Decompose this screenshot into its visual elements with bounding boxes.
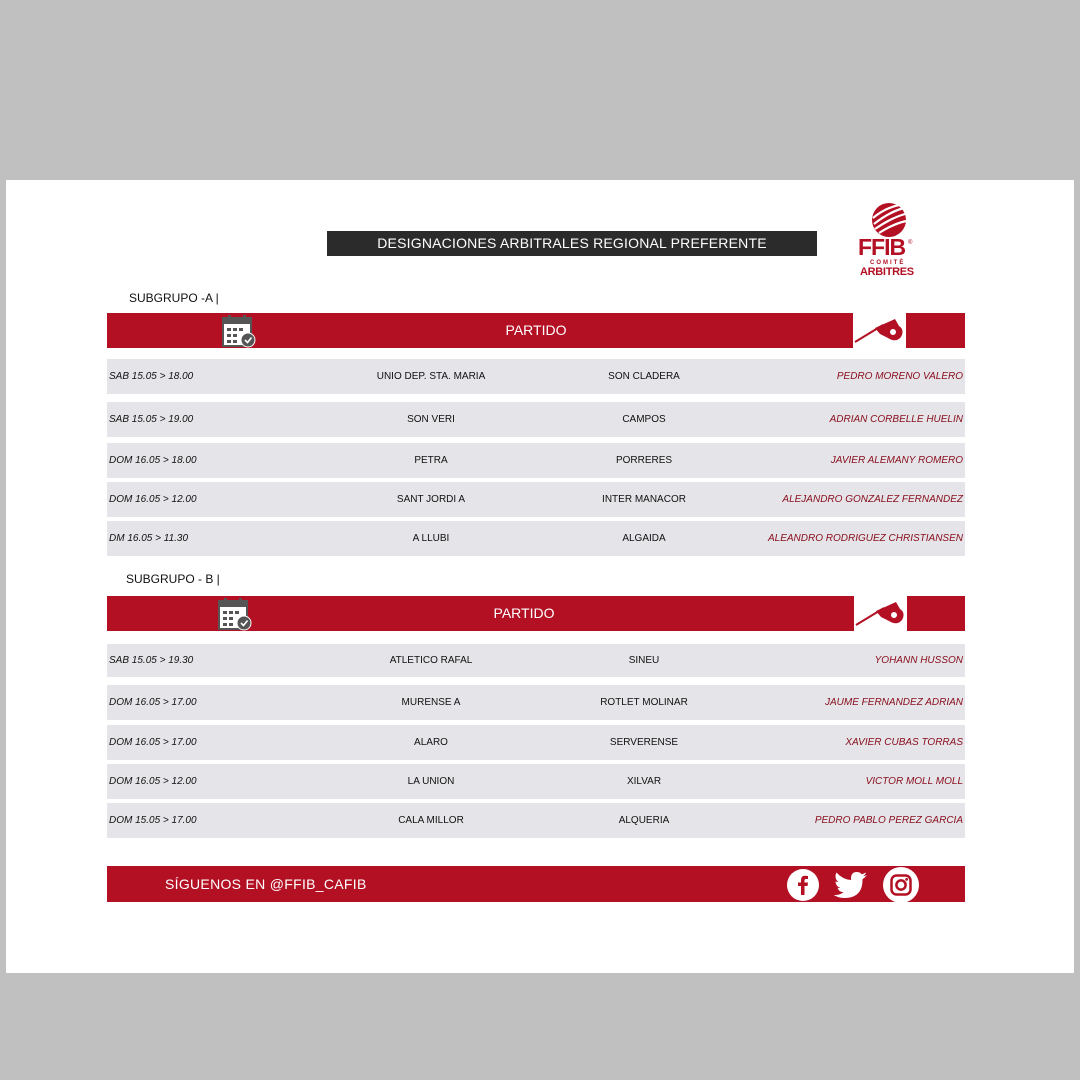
referee: ADRIAN CORBELLE HUELIN	[829, 414, 963, 425]
home-team: CALA MILLOR	[398, 815, 464, 826]
away-team: ALQUERIA	[618, 815, 670, 826]
match-row	[107, 482, 965, 517]
subgroup-b-header	[107, 596, 965, 631]
header-label: PARTIDO	[505, 322, 567, 338]
away-team: ALGAIDA	[622, 533, 666, 544]
match-row	[107, 443, 965, 478]
referee: ALEANDRO RODRIGUEZ CHRISTIANSEN	[767, 533, 963, 544]
match-row	[107, 402, 965, 437]
referee: XAVIER CUBAS TORRAS	[845, 737, 963, 748]
match-row	[107, 803, 965, 838]
match-row	[107, 359, 965, 394]
referee: PEDRO PABLO PEREZ GARCIA	[814, 815, 963, 826]
logo-subtitle-comite: COMITÈ	[870, 260, 906, 266]
home-team: UNIO DEP. STA. MARIA	[376, 371, 486, 382]
match-date: SAB 15.05 > 19.30	[109, 655, 194, 666]
calendar-icon	[218, 597, 252, 631]
match-date: DOM 15.05 > 17.00	[109, 815, 197, 826]
logo-registered-mark: ®	[908, 240, 913, 246]
whistle-box	[854, 596, 907, 631]
referee: ALEJANDRO GONZALEZ FERNANDEZ	[782, 494, 963, 505]
away-team: SINEU	[628, 655, 660, 666]
match-date: DOM 16.05 > 12.00	[109, 494, 197, 505]
match-date: DM 16.05 > 11.30	[109, 533, 189, 544]
home-team: SANT JORDI A	[396, 494, 466, 505]
match-date: DOM 16.05 > 18.00	[109, 455, 197, 466]
match-date: DOM 16.05 > 17.00	[109, 697, 197, 708]
away-team: SON CLADERA	[608, 371, 680, 382]
match-row	[107, 764, 965, 799]
whistle-box	[853, 313, 906, 348]
subgroup-a-header	[107, 313, 965, 348]
subgroup-a-label: SUBGRUPO -A |	[129, 291, 219, 305]
referee: JAUME FERNANDEZ ADRIAN	[825, 697, 963, 708]
home-team: ATLETICO RAFAL	[389, 655, 473, 666]
ffib-logo	[856, 202, 916, 280]
away-team: ROTLET MOLINAR	[600, 697, 688, 708]
logo-subtitle-arbitres: ARBITRES	[860, 266, 914, 278]
whistle-icon	[853, 316, 906, 346]
home-team: ALARO	[414, 737, 448, 748]
match-date: DOM 16.05 > 17.00	[109, 737, 197, 748]
basketball-logo-icon	[871, 202, 907, 238]
home-team: SON VERI	[407, 414, 455, 425]
away-team: SERVERENSE	[609, 737, 679, 748]
home-team: MURENSE A	[401, 697, 461, 708]
logo-name: FFIB	[858, 234, 906, 260]
home-team: LA UNION	[407, 776, 455, 787]
match-date: SAB 15.05 > 18.00	[109, 371, 194, 382]
referee: VICTOR MOLL MOLL	[865, 776, 963, 787]
away-team: CAMPOS	[622, 414, 666, 425]
subgroup-b-label: SUBGRUPO - B |	[126, 572, 220, 586]
match-row	[107, 644, 965, 677]
header-label: PARTIDO	[493, 605, 555, 621]
home-team: PETRA	[414, 455, 448, 466]
document-sheet	[6, 180, 1074, 973]
instagram-icon[interactable]	[883, 867, 919, 903]
follow-us-text: SÍGUENOS EN @FFIB_CAFIB	[165, 876, 367, 892]
facebook-icon[interactable]	[787, 869, 819, 901]
match-row	[107, 725, 965, 760]
match-row	[107, 521, 965, 556]
away-team: XILVAR	[626, 776, 662, 787]
home-team: A LLUBI	[412, 533, 450, 544]
referee: PEDRO MORENO VALERO	[836, 371, 963, 382]
match-date: DOM 16.05 > 12.00	[109, 776, 197, 787]
referee: JAVIER ALEMANY ROMERO	[830, 455, 963, 466]
twitter-icon[interactable]	[829, 869, 869, 901]
away-team: PORRERES	[615, 455, 673, 466]
away-team: INTER MANACOR	[602, 494, 686, 505]
match-row	[107, 685, 965, 720]
calendar-icon	[222, 314, 256, 348]
footer-bar	[107, 866, 965, 902]
match-date: SAB 15.05 > 19.00	[109, 414, 194, 425]
whistle-icon	[854, 599, 907, 629]
referee: YOHANN HUSSON	[874, 655, 963, 666]
page-title: DESIGNACIONES ARBITRALES REGIONAL PREFERENTE	[327, 231, 817, 256]
